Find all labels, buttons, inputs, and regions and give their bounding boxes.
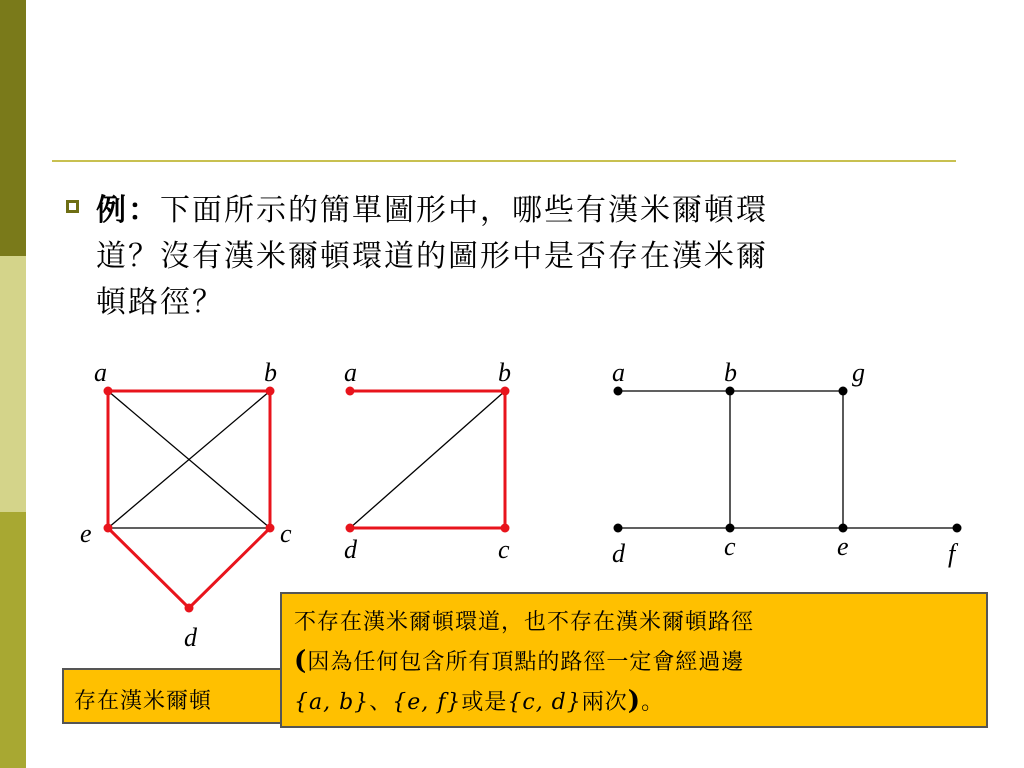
answer-right-line-2-text: 因為任何包含所有頂點的路徑一定會經過邊: [307, 650, 745, 675]
graph1-vertex-c: [266, 524, 275, 533]
graph2-edge-d-b: [350, 391, 505, 528]
graph2-vertex-c: [501, 524, 510, 533]
graph3-label-g: g: [852, 358, 865, 387]
graph2-vertex-d: [346, 524, 355, 533]
graph3-vertex-a: [614, 387, 623, 396]
graph2-vertex-a: [346, 387, 355, 396]
graph1-label-b: b: [264, 358, 277, 387]
graph1-vertex-e: [104, 524, 113, 533]
graph1-hamilton-circuit: [108, 391, 270, 608]
graph-3: [612, 358, 962, 568]
question-line-1: 下面所示的簡單圖形中，哪些有漢米爾頓環: [160, 193, 768, 228]
question-label: 例：: [96, 193, 160, 228]
graph1-label-c: c: [280, 519, 292, 548]
graph3-vertex-d: [614, 524, 623, 533]
edge-set-e-f: {e, f}: [392, 690, 462, 715]
graph3-label-c: c: [724, 532, 736, 561]
graph-1: [80, 358, 292, 652]
graph2-label-b: b: [498, 358, 511, 387]
question-line-3: 頓路徑？: [96, 285, 224, 320]
twice-text: 兩次: [581, 690, 628, 715]
graph3-label-e: e: [837, 532, 849, 561]
graph3-label-d: d: [612, 539, 625, 568]
graph3-vertex-f: [953, 524, 962, 533]
edge-set-c-d: {c, d}: [507, 690, 582, 715]
graph1-label-a: a: [94, 358, 107, 387]
question-line-2: 道？沒有漢米爾頓環道的圖形中是否存在漢米爾: [96, 239, 768, 274]
graph2-label-c: c: [498, 535, 510, 564]
graph1-vertex-a: [104, 387, 113, 396]
answer-right-line-1: 不存在漢米爾頓環道，也不存在漢米爾頓路徑: [294, 610, 755, 635]
answer-left-text: 存在漢米爾頓: [74, 689, 213, 714]
period: 。: [641, 690, 665, 715]
graph2-label-a: a: [344, 358, 357, 387]
graph3-vertex-b: [726, 387, 735, 396]
graph2-label-d: d: [344, 535, 357, 564]
graph-2: [344, 358, 511, 564]
graph1-label-d: d: [184, 623, 197, 652]
graph3-label-a: a: [612, 358, 625, 387]
answer-box-no-hamilton: [280, 592, 988, 728]
close-paren: ): [627, 686, 642, 716]
separator: 、: [369, 690, 393, 715]
graph2-vertex-b: [501, 387, 510, 396]
edge-set-a-b: {a, b}: [294, 690, 370, 715]
open-paren: (: [294, 646, 308, 676]
graph3-label-b: b: [724, 358, 737, 387]
graph3-label-f: f: [948, 539, 956, 568]
or-text: 或是: [461, 690, 508, 715]
answer-box-hamilton-exists: [62, 668, 302, 724]
graph1-label-e: e: [80, 519, 92, 548]
graph3-vertex-g: [839, 387, 848, 396]
answer-right-line-2: [294, 642, 976, 682]
graph1-vertex-b: [266, 387, 275, 396]
graph1-vertex-d: [185, 604, 194, 613]
answer-right-line-3: [294, 682, 976, 722]
